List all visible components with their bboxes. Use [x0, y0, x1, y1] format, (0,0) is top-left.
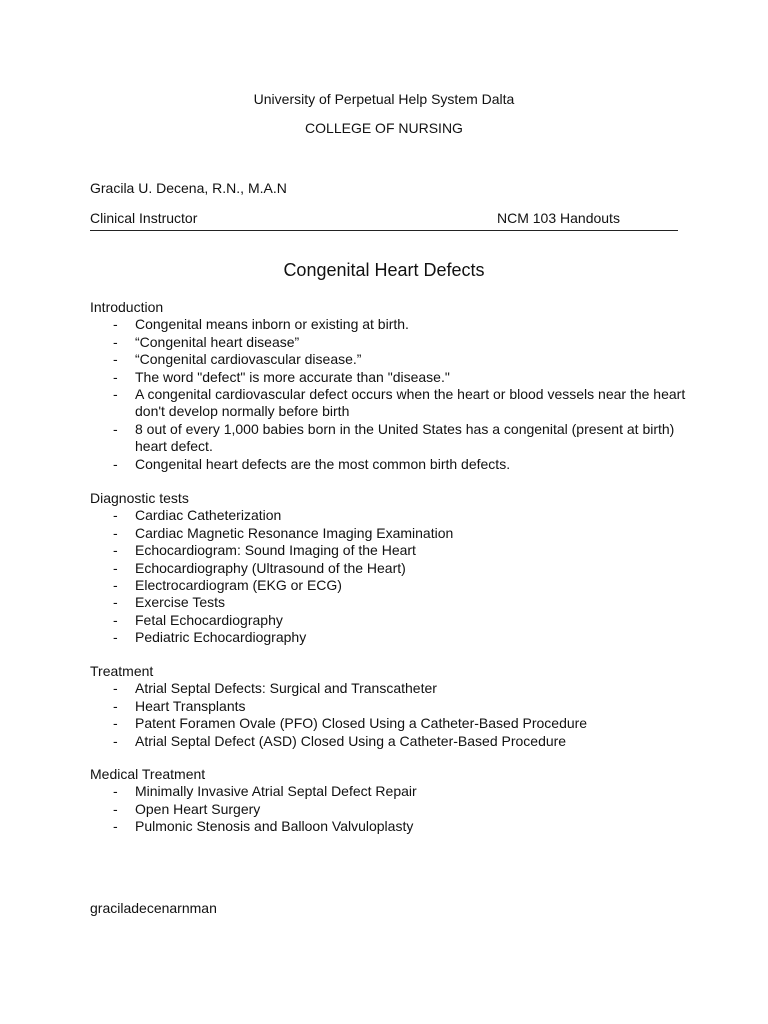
list-item: - Congenital means inborn or existing at birth. [90, 316, 690, 333]
list-item: - Minimally Invasive Atrial Septal Defect Repair [90, 783, 690, 800]
list-item: - Open Heart Surgery [90, 801, 690, 818]
footer-text: graciladecenarnman [90, 900, 217, 916]
list-item: - “Congenital cardiovascular disease.” [90, 351, 690, 368]
list-item: - Cardiac Catheterization [90, 507, 690, 524]
list-item: - Heart Transplants [90, 698, 690, 715]
section-introduction [90, 299, 690, 473]
list-item: - A congenital cardiovascular defect occurs when the heart or blood vessels near the heart don't develop normally before birth [90, 386, 690, 421]
college-name: COLLEGE OF NURSING [305, 120, 463, 136]
section-title: Medical Treatment [90, 766, 206, 782]
section-title: Treatment [90, 663, 154, 679]
author-name: Gracila U. Decena, R.N., M.A.N [90, 180, 287, 196]
section-medical-treatment [90, 766, 690, 836]
list-item: - Atrial Septal Defects: Surgical and Transcatheter [90, 680, 690, 697]
item-list [90, 783, 690, 835]
item-list [90, 680, 690, 750]
list-item: - Electrocardiogram (EKG or ECG) [90, 577, 690, 594]
document-title: Congenital Heart Defects [283, 260, 485, 280]
list-item: - “Congenital heart disease” [90, 334, 690, 351]
section-treatment [90, 663, 690, 750]
list-item: - Patent Foramen Ovale (PFO) Closed Using a Catheter-Based Procedure [90, 715, 690, 732]
section-diagnostic-tests [90, 490, 690, 647]
list-item: - Echocardiogram: Sound Imaging of the Heart [90, 542, 690, 559]
list-item: - Fetal Echocardiography [90, 612, 690, 629]
list-item: - The word "defect" is more accurate than "disease." [90, 369, 690, 386]
section-title: Introduction [90, 299, 164, 315]
list-item: - Pediatric Echocardiography [90, 629, 690, 646]
list-item: - Pulmonic Stenosis and Balloon Valvuloplasty [90, 818, 690, 835]
university-name: University of Perpetual Help System Dalta [253, 91, 515, 107]
list-item: - Exercise Tests [90, 594, 690, 611]
list-item: - 8 out of every 1,000 babies born in the United States has a congenital (present at birth) heart defect. [90, 421, 690, 456]
list-item: - Congenital heart defects are the most common birth defects. [90, 456, 690, 473]
item-list [90, 507, 690, 646]
author-role: Clinical Instructor [90, 210, 198, 226]
item-list [90, 316, 690, 473]
list-item: - Echocardiography (Ultrasound of the Heart) [90, 560, 690, 577]
list-item: - Atrial Septal Defect (ASD) Closed Using a Catheter-Based Procedure [90, 733, 690, 750]
role-row [90, 210, 678, 231]
section-title: Diagnostic tests [90, 490, 189, 506]
list-item: - Cardiac Magnetic Resonance Imaging Examination [90, 525, 690, 542]
course-label: NCM 103 Handouts [497, 210, 620, 226]
